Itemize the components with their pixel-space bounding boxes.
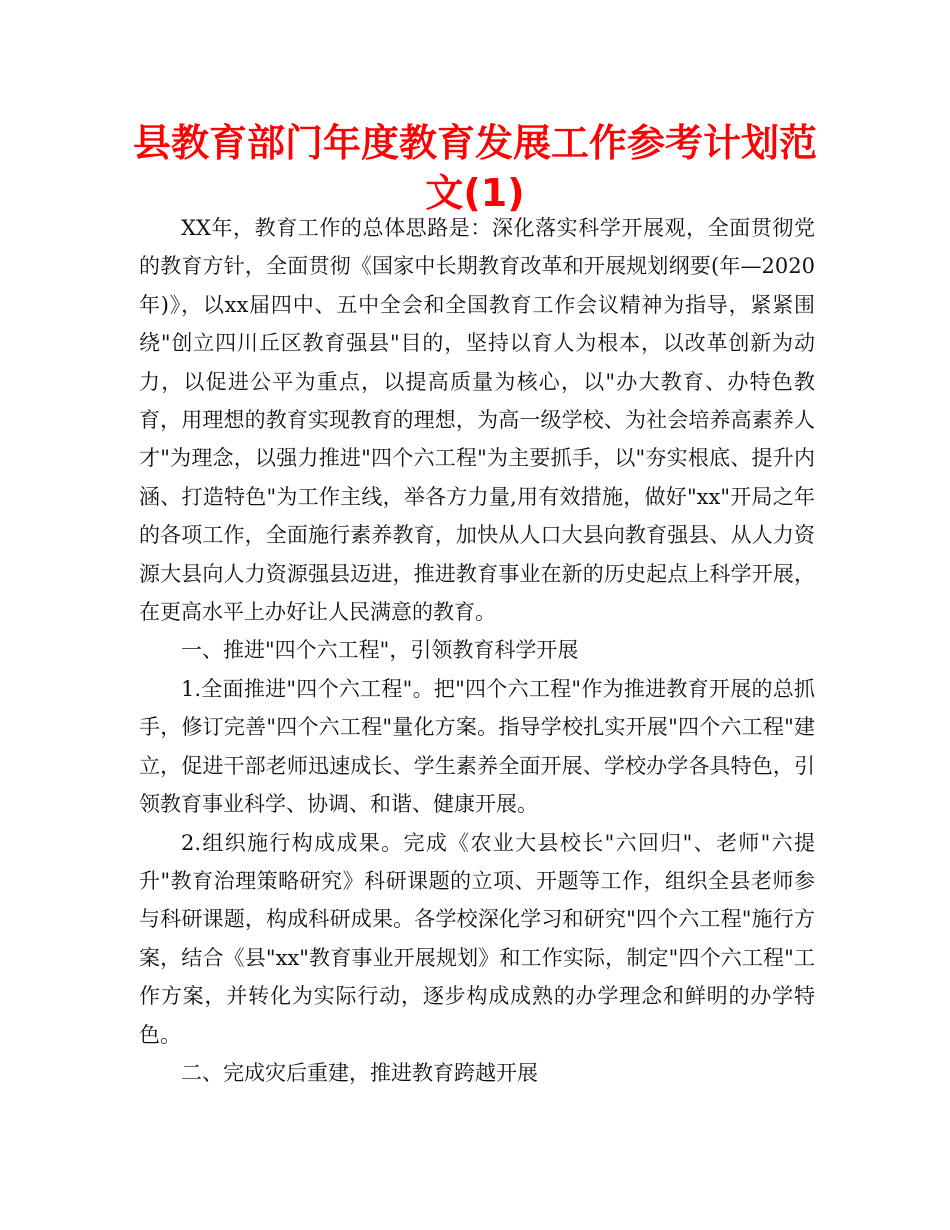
paragraph-item-1: 1.全面推进"四个六工程"。把"四个六工程"作为推进教育开展的总抓手，修订完善"四个六工程"量化方案。指导学校扎实开展"四个六工程"建立，促进干部老师迅速成长、学生素养全面开展、学校办学各具特色，引领教育事业科学、协调、和谐、健康开展。 (139, 676, 815, 817)
paragraph-item-2: 2.组织施行构成成果。完成《农业大县校长"六回归"、老师"六提升"教育治理策略研究》科研课题的立项、开题等工作，组织全县老师参与科研课题，构成科研成果。各学校深化学习和研究"四个六工程"施行方案，结合《县"xx"教育事业开展规划》和工作实际，制定"四个六工程"工作方案，并转化为实际行动，逐步构成成熟的办学理念和鲜明的办学特色。 (139, 830, 815, 1047)
document-title: 县教育部门年度教育发展工作参考计划范文(1) (132, 121, 817, 215)
document-body (139, 209, 815, 1092)
paragraph-intro: XX年，教育工作的总体思路是：深化落实科学开展观，全面贯彻党的教育方针，全面贯彻《国家中长期教育改革和开展规划纲要(年—2020年)》，以xx届四中、五中全会和全国教育工作会议精神为指导，紧紧围绕"创立四川丘区教育强县"目的，坚持以育人为根本，以改革创新为动力，以促进公平为重点，以提高质量为核心，以"办大教育、办特色教育，用理想的教育实现教育的理想，为高一级学校、为社会培养高素养人才"为理念，以强力推进"四个六工程"为主要抓手，以"夯实根底、提升内涵、打造特色"为工作主线，举各方力量,用有效措施，做好"xx"开局之年的各项工作，全面施行素养教育，加快从人口大县向教育强县、从人力资源大县向人力资源强县迈进，推进教育事业在新的历史起点上科学开展，在更高水平上办好让人民满意的教育。 (139, 216, 815, 625)
heading-section-2: 二、完成灾后重建，推进教育跨越开展 (181, 1060, 538, 1085)
heading-section-1: 一、推进"四个六工程"，引领教育科学开展 (181, 638, 579, 663)
